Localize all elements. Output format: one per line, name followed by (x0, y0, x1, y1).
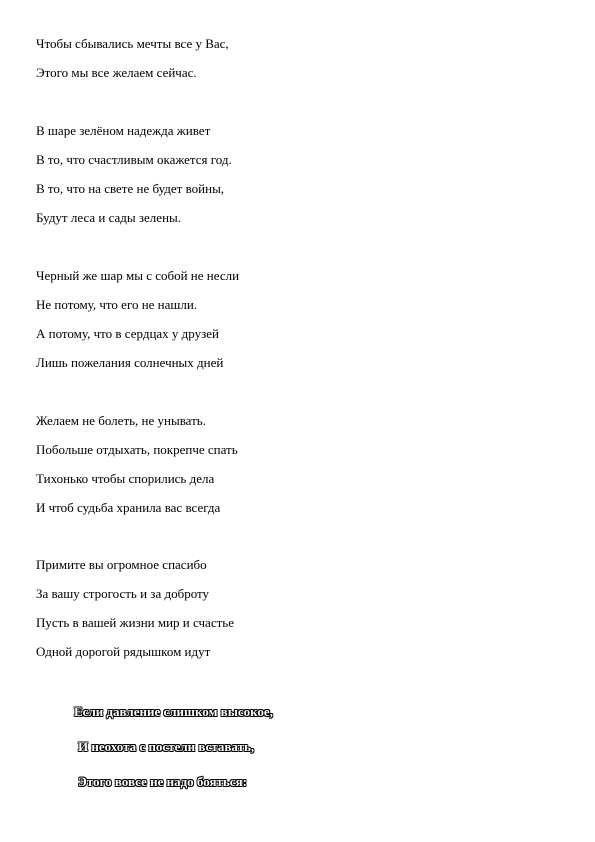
poem-line: В шаре зелёном надежда живет (36, 123, 211, 138)
poem-line: Будут леса и сады зелены. (36, 210, 182, 225)
outlined-poem-line: И неохота с постели вставать, (78, 739, 255, 754)
stanza-5 (36, 550, 234, 666)
poem-line: А потому, что в сердцах у друзей (36, 326, 219, 341)
poem-line: Черный же шар мы с собой не несли (36, 268, 240, 283)
poem-line: В то, что на свете не будет войны, (36, 181, 225, 196)
outlined-poem-line: Если давление слишком высокое, (74, 704, 273, 719)
poem-line: Одной дорогой рядышком идут (36, 644, 211, 659)
stanza-6-outlined (74, 694, 273, 799)
stanza-1 (36, 29, 229, 87)
stanza-3 (36, 261, 239, 377)
poem-line: Тихонько чтобы спорились дела (36, 471, 215, 486)
stanza-2 (36, 116, 232, 232)
stanza-4 (36, 406, 238, 522)
poem-line: И чтоб судьба хранила вас всегда (36, 500, 221, 515)
poem-line: Пусть в вашей жизни мир и счастье (36, 615, 234, 630)
poem-line: Этого мы все желаем сейчас. (36, 65, 197, 80)
poem-line: Чтобы сбывались мечты все у Вас, (36, 36, 229, 51)
poem-line: В то, что счастливым окажется год. (36, 152, 232, 167)
poem-line: За вашу строгость и за доброту (36, 586, 210, 601)
poem-line: Не потому, что его не нашли. (36, 297, 198, 312)
poem-line: Желаем не болеть, не унывать. (36, 413, 206, 428)
outlined-poem-line: Этого вовсе не надо бояться: (78, 774, 247, 789)
poem-line: Побольше отдыхать, покрепче спать (36, 442, 238, 457)
poem-line: Лишь пожелания солнечных дней (36, 355, 224, 370)
poem-line: Примите вы огромное спасибо (36, 557, 207, 572)
